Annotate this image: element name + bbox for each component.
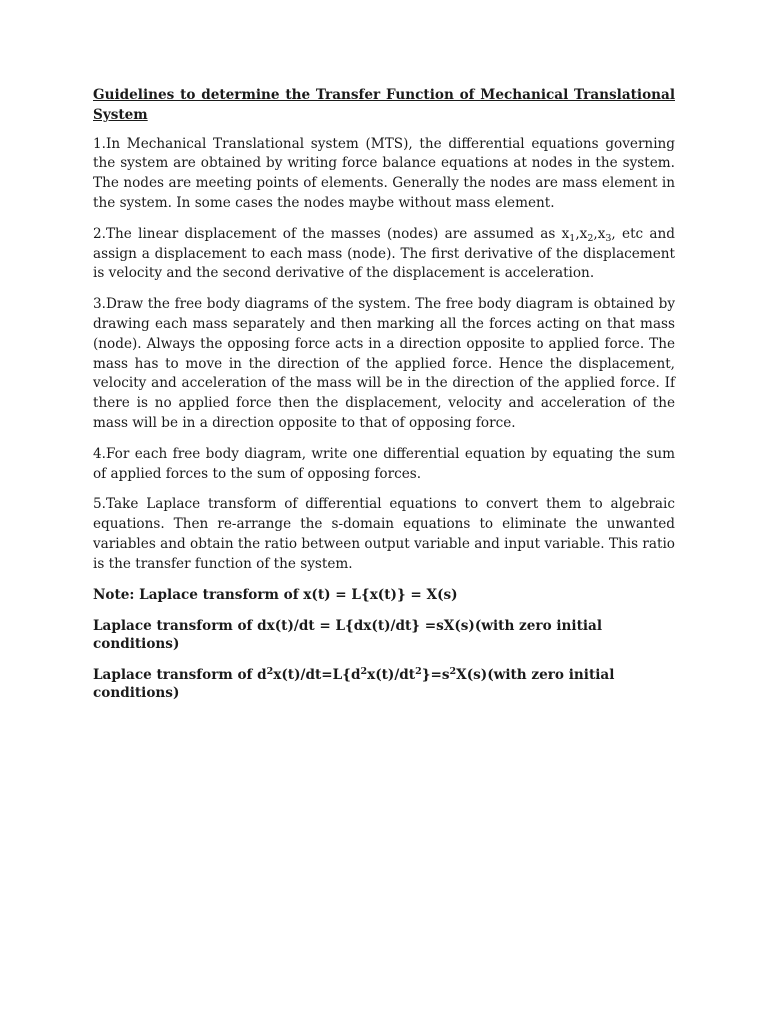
note-laplace-first-derivative: Laplace transform of dx(t)/dt = L{dx(t)/dt} =sX(s)(with zero initial conditions) (93, 617, 603, 652)
paragraph-5: 5.Take Laplace transform of differential equations to convert them to algebraic equations. Then re-arrange the s-domain equations to eliminate the unwanted variables and obtain the ratio between output variable and input variable. This ratio is the transfer function of the system. (93, 496, 675, 572)
paragraph-4: 4.For each free body diagram, write one differential equation by equating the sum of applied forces to the sum of opposing forces. (93, 445, 675, 482)
subscript-2: 2 (587, 232, 594, 244)
paragraph-2-text-b: ,x (575, 225, 588, 242)
note-laplace-x: Note: Laplace transform of x(t) = L{x(t)} = X(s) (93, 586, 458, 603)
note-3-text-c: x(t)/dt (367, 666, 416, 683)
superscript-2: 2 (360, 665, 368, 677)
paragraph-2-text-a: 2.The linear displacement of the masses (nodes) are assumed as x (93, 225, 570, 242)
paragraph-1: 1.In Mechanical Translational system (MTS), the differential equations governing the system are obtained by writing force balance equations at nodes in the system. The nodes are meeting points of elements. Generally the nodes are mass element in the system. In some cases the nodes maybe without mass element. (93, 135, 675, 211)
document-title: Guidelines to determine the Transfer Function of Mechanical Translational System (93, 87, 675, 123)
superscript-1: 2 (266, 665, 274, 677)
note-3-text-b: x(t)/dt=L{d (273, 666, 361, 683)
subscript-1: 1 (569, 232, 576, 244)
superscript-4: 2 (449, 665, 457, 677)
paragraph-2 (93, 225, 675, 284)
note-3-text-e: X(s)(with zero initial conditions) (93, 666, 615, 701)
note-laplace-second-derivative (93, 666, 675, 702)
superscript-3: 2 (415, 665, 422, 677)
paragraph-3: 3.Draw the free body diagrams of the system. The free body diagram is obtained by drawing each mass separately and then marking all the forces acting on that mass (node). Always the opposing force acts in a direction opposite to applied force. The mass has to move in the direction of the applied force. Hence the displacement, velocity and acceleration of the mass will be in the direction of the applied force. If there is no applied force then the displacement, velocity and acceleration of the mass will be in a direction opposite to that of opposing force. (93, 296, 675, 431)
note-3-text-a: Laplace transform of d (93, 666, 267, 683)
paragraph-2-text-c: ,x (593, 225, 606, 242)
subscript-3: 3 (605, 232, 612, 244)
document-page (93, 86, 675, 715)
note-3-text-d: }=s (421, 666, 450, 683)
paragraph-2-text-d: , etc and assign a displacement to each mass (node). The first derivative of the displacement is velocity and the second derivative of the displacement is acceleration. (93, 225, 675, 282)
